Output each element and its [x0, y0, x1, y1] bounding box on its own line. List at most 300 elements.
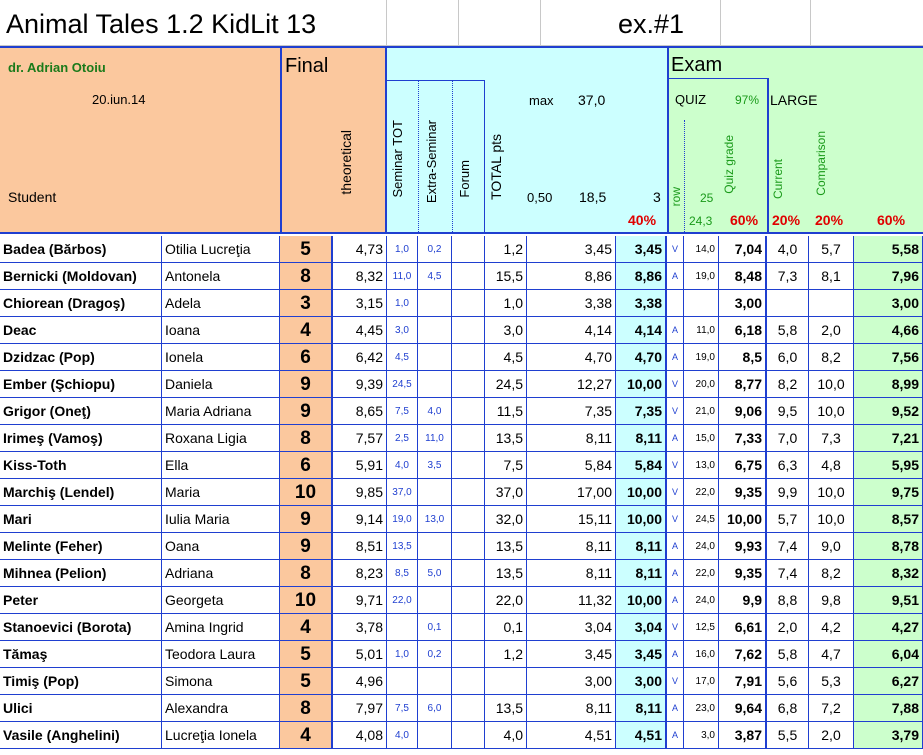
student-given-name: Antonela	[162, 263, 280, 290]
seminar-grade: 4,51	[616, 722, 667, 749]
seminar-tot: 1,0	[387, 641, 418, 668]
exam-grade: 7,96	[854, 263, 923, 290]
theoretical-grade: 3,15	[333, 290, 387, 317]
seminar-tot: 8,5	[387, 560, 418, 587]
total-points: 3,0	[485, 317, 527, 344]
comparison-grade	[809, 290, 854, 317]
current-grade: 4,0	[767, 236, 809, 263]
seminar-tot: 2,5	[387, 425, 418, 452]
total-points: 13,5	[485, 425, 527, 452]
exam-weight: 60%	[877, 212, 906, 228]
student-surname: Stanoevici (Borota)	[0, 614, 162, 641]
exam-grade: 5,58	[854, 236, 923, 263]
exam-grade: 6,27	[854, 668, 923, 695]
seminar-grade: 3,38	[616, 290, 667, 317]
forum-points	[452, 668, 485, 695]
forum-points	[452, 722, 485, 749]
extra-seminar	[418, 668, 452, 695]
quiz-grade: 9,06	[719, 398, 767, 425]
title-grid-line	[810, 0, 811, 46]
extra-seminar: 4,0	[418, 398, 452, 425]
student-given-name: Ionela	[162, 344, 280, 371]
table-row	[0, 479, 923, 506]
table-row	[0, 452, 923, 479]
comparison-weight: 20%	[815, 212, 844, 228]
current-label: Current	[771, 159, 785, 200]
student-surname: Badea (Bărbos)	[0, 236, 162, 263]
row-points: 24,5	[684, 506, 719, 533]
seminar-grade: 3,00	[616, 668, 667, 695]
quiz-variant: V	[667, 614, 684, 641]
title-grid-line	[720, 0, 721, 46]
scaled-points: 3,45	[527, 236, 616, 263]
quiz-variant	[667, 290, 684, 317]
theoretical-grade: 3,78	[333, 614, 387, 641]
seminar-tot: 24,5	[387, 371, 418, 398]
seminar-grade: 10,00	[616, 479, 667, 506]
comparison-grade: 10,0	[809, 398, 854, 425]
max-label: max	[529, 93, 554, 108]
total-points: 32,0	[485, 506, 527, 533]
forum-points	[452, 452, 485, 479]
total-points: 15,5	[485, 263, 527, 290]
extra-seminar: 11,0	[418, 425, 452, 452]
comparison-grade: 2,0	[809, 722, 854, 749]
quiz-variant: V	[667, 452, 684, 479]
student-given-name: Amina Ingrid	[162, 614, 280, 641]
table-row	[0, 263, 923, 290]
total-points: 1,2	[485, 236, 527, 263]
extra-seminar: 0,2	[418, 236, 452, 263]
quiz-grade: 7,04	[719, 236, 767, 263]
final-grade: 10	[280, 479, 333, 506]
forum-points	[452, 587, 485, 614]
table-row	[0, 398, 923, 425]
current-grade: 5,7	[767, 506, 809, 533]
max-value: 37,0	[578, 92, 606, 108]
forum-points	[452, 614, 485, 641]
theoretical-grade: 8,51	[333, 533, 387, 560]
total-points: 13,5	[485, 560, 527, 587]
student-surname: Chiorean (Dragoş)	[0, 290, 162, 317]
row-points	[684, 290, 719, 317]
row-points: 22,0	[684, 479, 719, 506]
student-given-name: Georgeta	[162, 587, 280, 614]
quiz-grade: 9,64	[719, 695, 767, 722]
current-grade: 5,6	[767, 668, 809, 695]
final-grade: 6	[280, 344, 333, 371]
student-given-name: Alexandra	[162, 695, 280, 722]
row-points: 21,0	[684, 398, 719, 425]
total-points: 0,1	[485, 614, 527, 641]
table-row	[0, 587, 923, 614]
seminar-grade: 8,11	[616, 560, 667, 587]
current-grade: 6,3	[767, 452, 809, 479]
scaled-points: 12,27	[527, 371, 616, 398]
comparison-grade: 5,3	[809, 668, 854, 695]
seminar-grade: 10,00	[616, 506, 667, 533]
quiz-grade: 7,62	[719, 641, 767, 668]
forum-points	[452, 398, 485, 425]
table-row	[0, 425, 923, 452]
extra-seminar: 0,2	[418, 641, 452, 668]
current-grade: 6,8	[767, 695, 809, 722]
student-given-name: Teodora Laura	[162, 641, 280, 668]
seminar-grade: 3,45	[616, 641, 667, 668]
row-points: 3,0	[684, 722, 719, 749]
table-row	[0, 533, 923, 560]
forum-points	[452, 317, 485, 344]
student-given-name: Roxana Ligia	[162, 425, 280, 452]
quiz-variant: A	[667, 722, 684, 749]
final-grade: 9	[280, 506, 333, 533]
student-surname: Bernicki (Moldovan)	[0, 263, 162, 290]
exam-grade: 9,52	[854, 398, 923, 425]
quiz-grade: 9,93	[719, 533, 767, 560]
theoretical-grade: 7,57	[333, 425, 387, 452]
seminar-grade: 4,14	[616, 317, 667, 344]
quiz-grade: 3,87	[719, 722, 767, 749]
extra-seminar	[418, 533, 452, 560]
student-given-name: Ella	[162, 452, 280, 479]
total-points: 4,0	[485, 722, 527, 749]
extra-seminar: 3,5	[418, 452, 452, 479]
sheet-date: 20.iun.14	[92, 92, 146, 107]
large-label: LARGE	[770, 92, 818, 108]
theoretical-grade: 4,08	[333, 722, 387, 749]
current-grade: 2,0	[767, 614, 809, 641]
extra-seminar	[418, 317, 452, 344]
row-max: 25	[700, 191, 714, 205]
sheet-title: Animal Tales 1.2 KidLit 13	[6, 9, 317, 39]
table-row	[0, 722, 923, 749]
exam-grade: 8,57	[854, 506, 923, 533]
final-grade: 8	[280, 695, 333, 722]
exam-grade: 7,21	[854, 425, 923, 452]
scaled-points: 3,38	[527, 290, 616, 317]
student-surname: Peter	[0, 587, 162, 614]
table-row	[0, 668, 923, 695]
student-surname: Grigor (Oneţ)	[0, 398, 162, 425]
scaled-points: 5,84	[527, 452, 616, 479]
current-weight: 20%	[772, 212, 801, 228]
comparison-grade: 8,2	[809, 344, 854, 371]
scaled-points: 4,51	[527, 722, 616, 749]
seminar-tot	[387, 668, 418, 695]
final-grade: 4	[280, 317, 333, 344]
final-grade: 5	[280, 236, 333, 263]
quiz-percent: 97%	[735, 93, 760, 107]
theoretical-grade: 5,91	[333, 452, 387, 479]
exam-grade: 7,56	[854, 344, 923, 371]
exam-grade: 4,66	[854, 317, 923, 344]
exam-grade: 4,27	[854, 614, 923, 641]
final-grade: 8	[280, 263, 333, 290]
student-given-name: Daniela	[162, 371, 280, 398]
quiz-variant: A	[667, 317, 684, 344]
quiz-grade: 10,00	[719, 506, 767, 533]
exam-grade: 6,04	[854, 641, 923, 668]
exam-grade: 3,00	[854, 290, 923, 317]
total-points: 37,0	[485, 479, 527, 506]
theoretical-grade: 7,97	[333, 695, 387, 722]
extra-seminar	[418, 587, 452, 614]
scaled-points: 8,11	[527, 533, 616, 560]
seminar-tot: 37,0	[387, 479, 418, 506]
current-grade: 5,8	[767, 641, 809, 668]
current-grade: 7,0	[767, 425, 809, 452]
exam-label: Exam	[671, 54, 723, 76]
table-row	[0, 344, 923, 371]
exam-grade: 5,95	[854, 452, 923, 479]
row-points: 24,0	[684, 533, 719, 560]
final-grade: 3	[280, 290, 333, 317]
total-points: 13,5	[485, 533, 527, 560]
forum-points	[452, 371, 485, 398]
forum-points	[452, 479, 485, 506]
scaled-points: 8,11	[527, 425, 616, 452]
scaled-points: 4,14	[527, 317, 616, 344]
theoretical-grade: 9,39	[333, 371, 387, 398]
extra-seminar	[418, 344, 452, 371]
seminar-tot-label: Seminar TOT	[390, 120, 405, 198]
quiz-variant: A	[667, 263, 684, 290]
comparison-grade: 7,2	[809, 695, 854, 722]
student-surname: Irimeş (Vamoş)	[0, 425, 162, 452]
row-points: 15,0	[684, 425, 719, 452]
student-given-name: Adela	[162, 290, 280, 317]
scaled-points: 8,11	[527, 695, 616, 722]
quiz-variant: V	[667, 668, 684, 695]
header-divider	[667, 78, 768, 79]
student-given-name: Simona	[162, 668, 280, 695]
quiz-variant: A	[667, 587, 684, 614]
exam-grade: 8,99	[854, 371, 923, 398]
total-points: 1,2	[485, 641, 527, 668]
final-grade: 5	[280, 641, 333, 668]
student-surname: Dzidzac (Pop)	[0, 344, 162, 371]
forum-points	[452, 641, 485, 668]
theoretical-grade: 4,73	[333, 236, 387, 263]
final-grade: 10	[280, 587, 333, 614]
final-grade: 9	[280, 398, 333, 425]
scaled-points: 11,32	[527, 587, 616, 614]
current-grade: 9,5	[767, 398, 809, 425]
forum-points	[452, 425, 485, 452]
exam-grade: 3,79	[854, 722, 923, 749]
scaled-points: 8,86	[527, 263, 616, 290]
quiz-grade: 9,35	[719, 479, 767, 506]
table-row	[0, 317, 923, 344]
seminar-tot: 13,5	[387, 533, 418, 560]
quiz-variant: V	[667, 398, 684, 425]
exam-grade: 9,51	[854, 587, 923, 614]
exam-grade: 7,88	[854, 695, 923, 722]
current-grade: 7,4	[767, 560, 809, 587]
seminar-grade: 5,84	[616, 452, 667, 479]
table-row	[0, 236, 923, 263]
extra-seminar-label: Extra-Seminar	[424, 120, 439, 204]
comparison-grade: 5,7	[809, 236, 854, 263]
seminar-tot: 1,0	[387, 290, 418, 317]
student-surname: Melinte (Feher)	[0, 533, 162, 560]
student-given-name: Iulia Maria	[162, 506, 280, 533]
current-grade: 5,5	[767, 722, 809, 749]
theoretical-grade: 6,42	[333, 344, 387, 371]
quiz-variant: A	[667, 425, 684, 452]
student-given-name: Maria	[162, 479, 280, 506]
exam-grade: 8,78	[854, 533, 923, 560]
extra-seminar: 13,0	[418, 506, 452, 533]
quiz-variant: A	[667, 695, 684, 722]
seminar-tot: 19,0	[387, 506, 418, 533]
quiz-variant: A	[667, 560, 684, 587]
min-value: 0,50	[527, 190, 553, 205]
row-points: 20,0	[684, 371, 719, 398]
forum-points	[452, 695, 485, 722]
current-grade: 9,9	[767, 479, 809, 506]
header-divider	[767, 78, 769, 234]
forum-points	[452, 263, 485, 290]
seminar-tot: 4,5	[387, 344, 418, 371]
seminar-grade: 7,35	[616, 398, 667, 425]
table-row	[0, 560, 923, 587]
theoretical-grade: 8,32	[333, 263, 387, 290]
theoretical-grade: 9,71	[333, 587, 387, 614]
table-row	[0, 695, 923, 722]
title-grid-line	[458, 0, 459, 46]
quiz-grade: 8,77	[719, 371, 767, 398]
quiz-label: QUIZ	[675, 92, 707, 107]
table-row	[0, 614, 923, 641]
row-points: 23,0	[684, 695, 719, 722]
seminar-tot: 7,5	[387, 398, 418, 425]
current-grade	[767, 290, 809, 317]
student-given-name: Adriana	[162, 560, 280, 587]
seminar-grade: 8,86	[616, 263, 667, 290]
student-surname: Vasile (Anghelini)	[0, 722, 162, 749]
exercise-label: ex.#1	[618, 9, 685, 39]
student-surname: Ember (Şchiopu)	[0, 371, 162, 398]
quiz-weight: 60%	[730, 212, 759, 228]
author-name: dr. Adrian Otoiu	[8, 60, 106, 75]
seminar-tot: 7,5	[387, 695, 418, 722]
theoretical-grade: 5,01	[333, 641, 387, 668]
final-grade: 9	[280, 533, 333, 560]
current-grade: 6,0	[767, 344, 809, 371]
current-grade: 8,8	[767, 587, 809, 614]
theoretical-label: theoretical	[338, 130, 354, 195]
student-surname: Marchiş (Lendel)	[0, 479, 162, 506]
quiz-grade: 9,9	[719, 587, 767, 614]
seminar-grade: 3,45	[616, 236, 667, 263]
student-given-name: Lucreţia Ionela	[162, 722, 280, 749]
table-row	[0, 506, 923, 533]
scaled-points: 3,00	[527, 668, 616, 695]
header-divider	[387, 80, 485, 81]
quiz-variant: V	[667, 506, 684, 533]
exam-grade: 8,32	[854, 560, 923, 587]
theoretical-grade: 8,23	[333, 560, 387, 587]
comparison-grade: 4,7	[809, 641, 854, 668]
forum-label: Forum	[457, 160, 472, 198]
exam-grade: 9,75	[854, 479, 923, 506]
seminar-tot	[387, 614, 418, 641]
total-points: 22,0	[485, 587, 527, 614]
student-surname: Ulici	[0, 695, 162, 722]
seminar-tot: 22,0	[387, 587, 418, 614]
scaled-points: 15,11	[527, 506, 616, 533]
student-label: Student	[8, 189, 57, 205]
theoretical-grade: 4,96	[333, 668, 387, 695]
scaled-points: 4,70	[527, 344, 616, 371]
table-row	[0, 371, 923, 398]
row-points: 11,0	[684, 317, 719, 344]
row-points: 19,0	[684, 344, 719, 371]
seminar-tot: 1,0	[387, 236, 418, 263]
final-grade: 5	[280, 668, 333, 695]
row-points: 12,5	[684, 614, 719, 641]
quiz-grade: 8,48	[719, 263, 767, 290]
seminar-grade: 8,11	[616, 425, 667, 452]
theoretical-grade: 8,65	[333, 398, 387, 425]
seminar-tot: 4,0	[387, 452, 418, 479]
current-grade: 7,4	[767, 533, 809, 560]
total-points: 7,5	[485, 452, 527, 479]
student-given-name: Oana	[162, 533, 280, 560]
quiz-variant: A	[667, 344, 684, 371]
theoretical-grade: 4,45	[333, 317, 387, 344]
scaled-points: 7,35	[527, 398, 616, 425]
seminar-tot: 4,0	[387, 722, 418, 749]
comparison-grade: 4,8	[809, 452, 854, 479]
final-grade: 8	[280, 425, 333, 452]
quiz-variant: V	[667, 479, 684, 506]
final-grade: 8	[280, 560, 333, 587]
final-grade: 4	[280, 722, 333, 749]
quiz-variant: A	[667, 533, 684, 560]
comparison-grade: 8,2	[809, 560, 854, 587]
final-grade: 9	[280, 371, 333, 398]
extra-seminar: 0,1	[418, 614, 452, 641]
student-surname: Tămaş	[0, 641, 162, 668]
row-average: 24,3	[689, 214, 713, 228]
student-given-name: Ioana	[162, 317, 280, 344]
row-points: 19,0	[684, 263, 719, 290]
quiz-grade: 7,91	[719, 668, 767, 695]
scaled-points: 3,45	[527, 641, 616, 668]
comparison-grade: 8,1	[809, 263, 854, 290]
extra-seminar: 4,5	[418, 263, 452, 290]
quiz-grade: 3,00	[719, 290, 767, 317]
seminar-tot: 11,0	[387, 263, 418, 290]
seminar-tot: 3,0	[387, 317, 418, 344]
seminar-grade: 10,00	[616, 371, 667, 398]
row-points: 17,0	[684, 668, 719, 695]
total-points: 1,0	[485, 290, 527, 317]
seminar-grade: 10,00	[616, 587, 667, 614]
current-grade: 5,8	[767, 317, 809, 344]
forum-points	[452, 560, 485, 587]
row-points: 16,0	[684, 641, 719, 668]
quiz-grade: 6,61	[719, 614, 767, 641]
total-pts-label: TOTAL pts	[488, 134, 504, 200]
row-label: row	[669, 187, 683, 207]
forum-points	[452, 506, 485, 533]
row-points: 24,0	[684, 587, 719, 614]
extra-seminar	[418, 479, 452, 506]
theoretical-grade: 9,14	[333, 506, 387, 533]
